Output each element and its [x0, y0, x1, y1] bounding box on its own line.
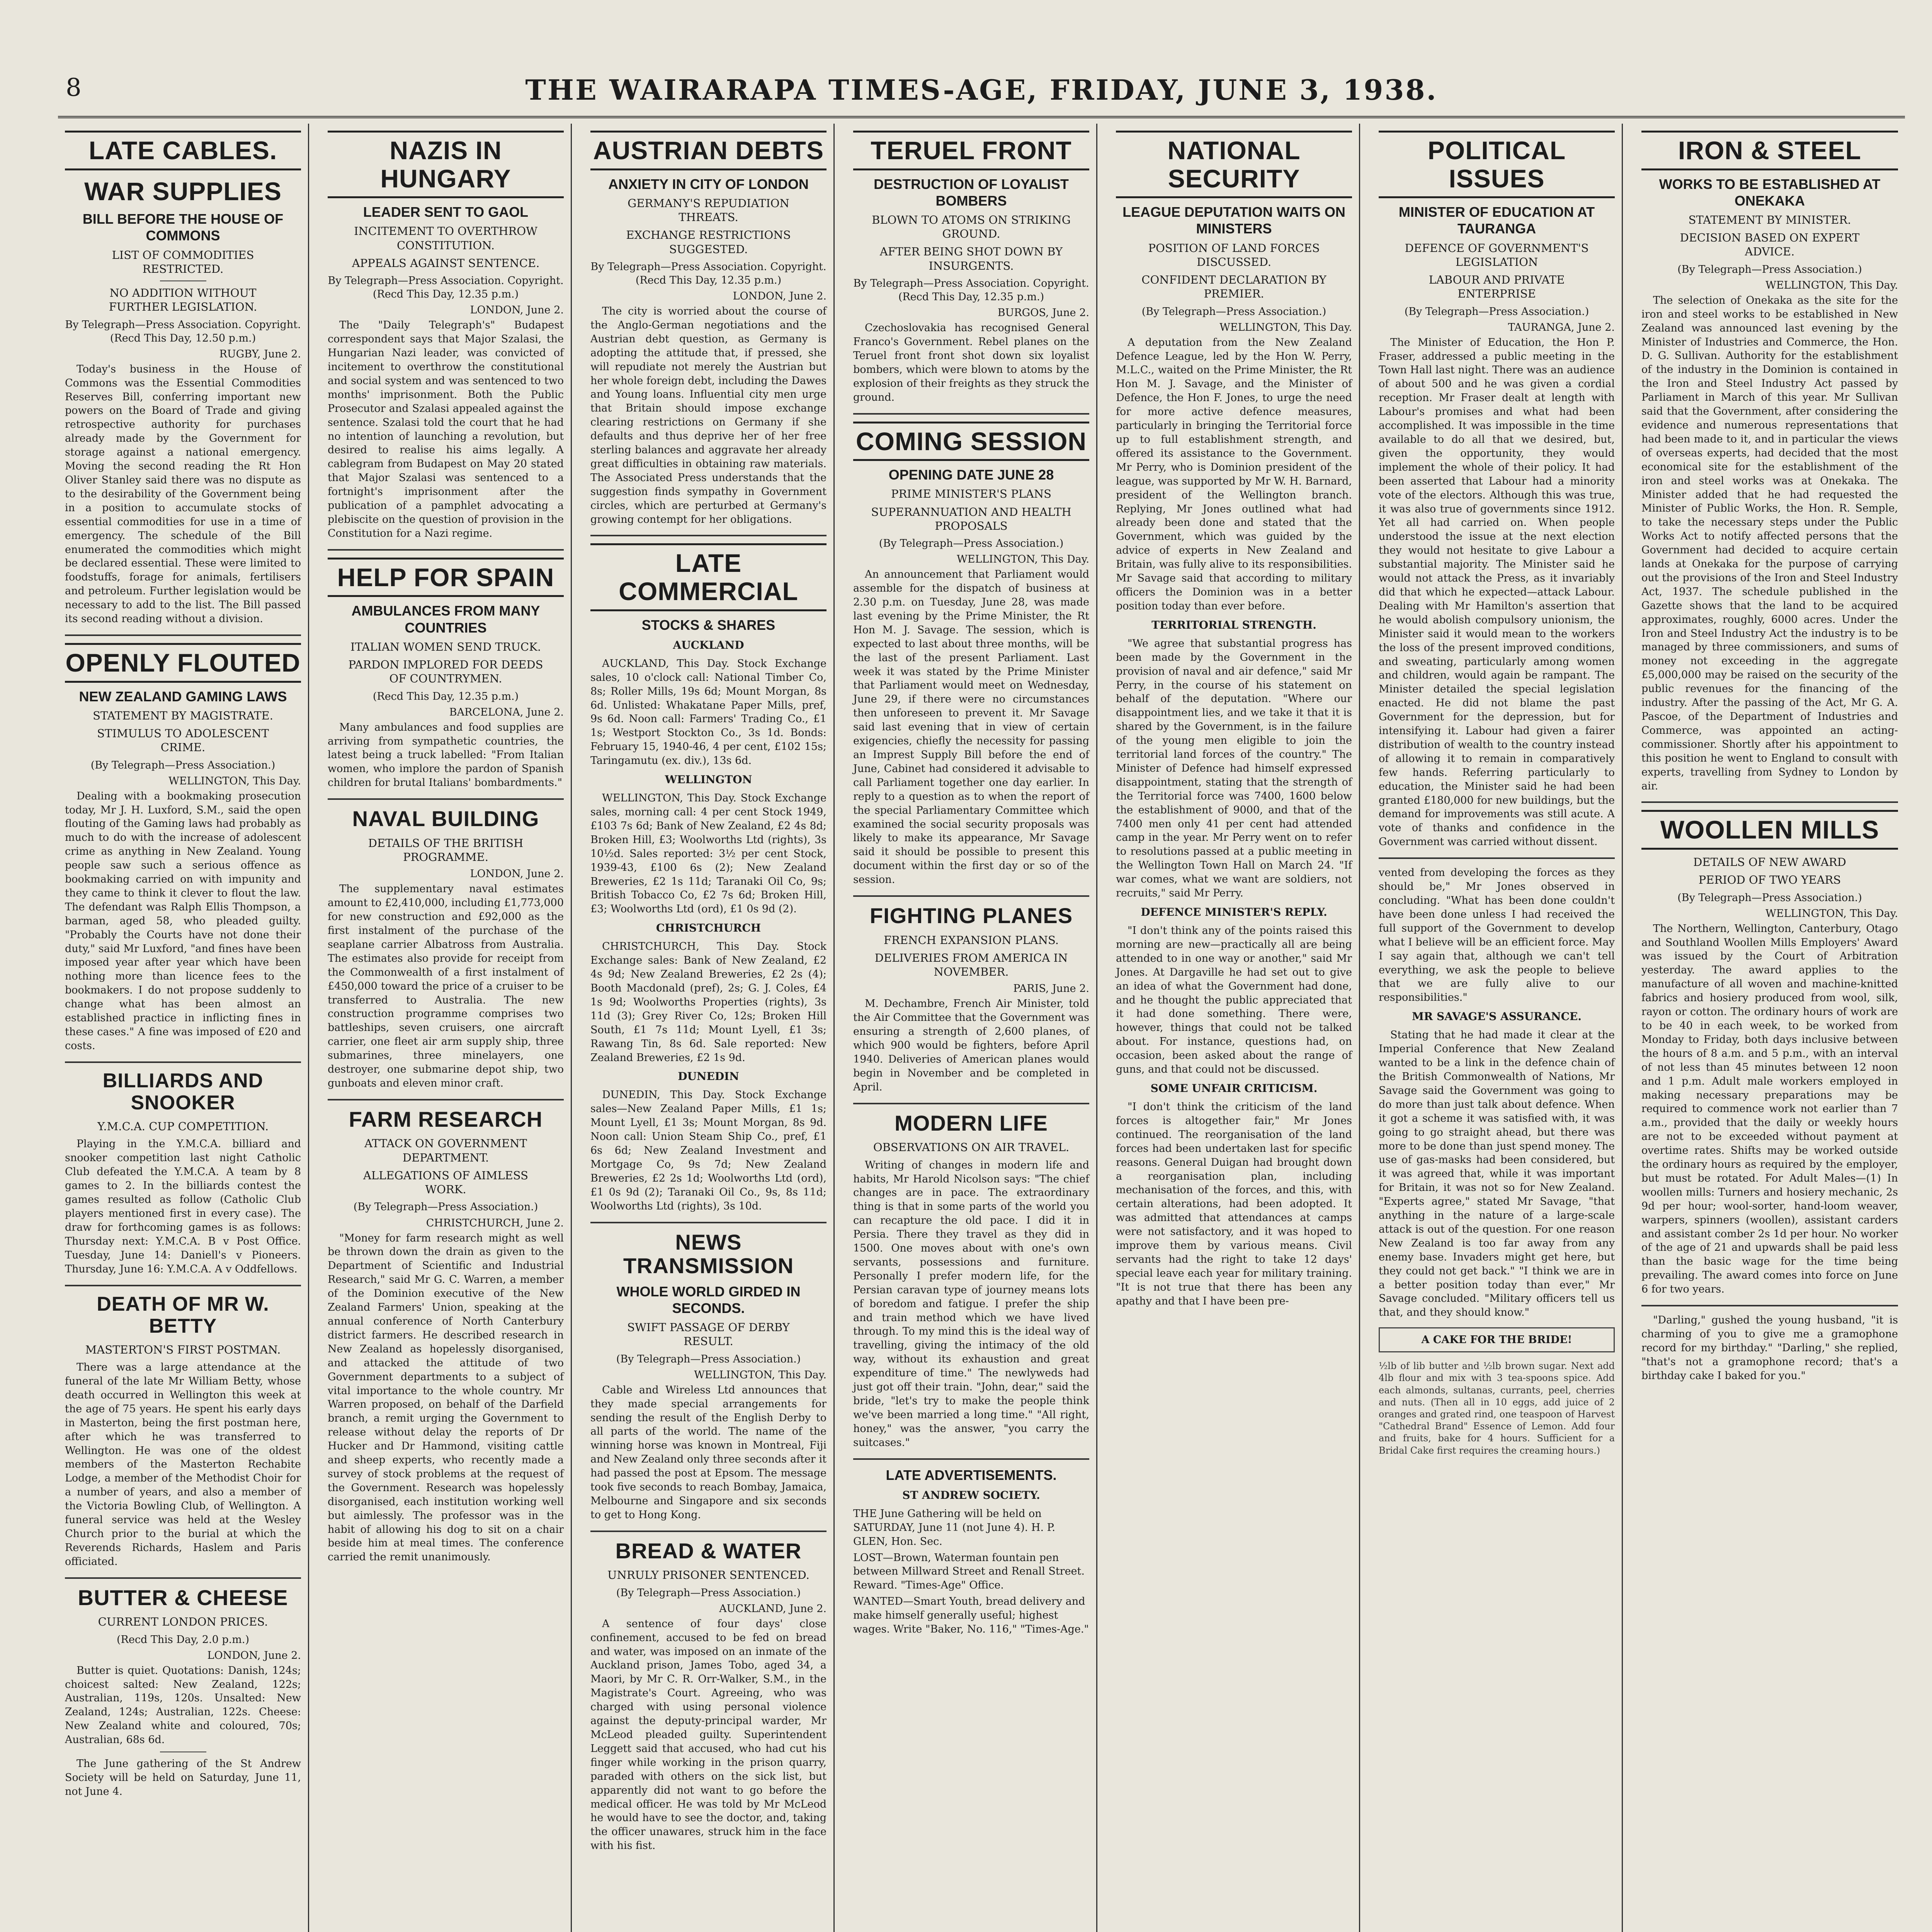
article-headline: COMING SESSION [853, 422, 1089, 461]
article-deck: POSITION OF LAND FORCES DISCUSSED. [1148, 241, 1320, 269]
article-subhead: NEW ZEALAND GAMING LAWS [79, 688, 287, 704]
section-label: TERRITORIAL STRENGTH. [1151, 618, 1316, 631]
article-deck: AFTER BEING SHOT DOWN BY INSURGENTS. [879, 245, 1063, 272]
article-body: An announcement that Parliament would assemble for the dispatch of business at 2.30 p.m. on Tuesday, June 28, was made last evening by the Prime Minister, the Rt Hon M. J. Savage. The session, which is expected to last about three months, will be the last of the present Parliament. Last week it was stated by the Prime Minister that Parliament would meet on Wednesday, June 29, if there were no circumstances then unforeseen to prevent it. Mr Savage said last evening that in view of certain exigencies, chiefly the necessity for passing an Imprest Supply Bill before the end of June, Cabinet had considered it advisable to call Parliament together one day earlier. In reply to a question as to when the report of the special Parliamentary Committee which examined the social security proposals was likely to make its appearance, Mr Savage said it should be possible to present this document within the first day or so of the session. [853, 568, 1089, 886]
article-deck: LABOUR AND PRIVATE ENTERPRISE [1429, 273, 1565, 301]
article-deck: DETAILS OF NEW AWARD [1693, 855, 1846, 869]
ad-title: ST ANDREW SOCIETY. [902, 1488, 1040, 1502]
article-headline: NATIONAL SECURITY [1116, 131, 1352, 198]
article-dateline: WELLINGTON, This Day. [1219, 321, 1352, 333]
article-credit: (By Telegraph—Press Association.) [1141, 305, 1327, 318]
article-body: "Money for farm research might as well be thrown down the drain as given to the Department of Scientific and Industrial Research," said Mr G. C. Warren, a member of the Dominion executive of the New Zealand Farmers' Union, speaking at the annual conference of North Canterbury district farmers. He described research in New Zealand as hopelessly disorganised, and attacked the attitude of two Government departments to a subject of vital importance to the whole country. Mr Warren proposed, on behalf of the Darfield branch, a remit urging the Government to release without delay the reports of Dr Hucker and Dr Hammond, visiting cattle and sheep experts, who recently made a survey of stock problems at the request of the Government. Research was hopelessly disorganised, each institution working well but aimlessly. The professor was in the habit of allowing his dog to sit on a chair beside him at meal times. The conference carried the remit unanimously. [328, 1232, 564, 1563]
article-body: The selection of Onekaka as the site for the iron and steel works to be established in New Zealand was announced last evening by the Minister of Industries and Commerce, the Hon. D. G. Sullivan. Authority for the establishment of the industry in the Dominion is contained in the Iron and Steel Industry Act passed by Parliament in March of this year. Mr Sullivan said that the Government, after considering the evidence and numerous representations that had been made to it, and in particular the views of overseas experts, had decided that the most economical site for the establishment of the iron and steel works was at Onekaka. The Minister added that he had requested the Minister of Public Works, the Hon. R. Semple, to take the necessary steps under the Public Works Act to notify affected persons that the Government had decided to acquire certain lands at Onekaka for the purpose of carrying out the provisions of the Iron and Steel Industry Act, 1937. The schedule published in the Gazette shows that the land to be acquired approximates, roughly, 6000 acres. Under the Iron and Steel Industry Act the industry is to be managed by three commissioners, and sums of money not exceeding in the aggregate £5,000,000 may be raised on the security of the public revenues for the financing of the industry. After the passing of the Act, Mr G. A. Pascoe, of the Department of Industries and Commerce, was appointed an acting-commissioner. Shortly after his appointment to this position he went to England to consult with experts, travelling from Sydney to London by air. [1641, 294, 1898, 792]
article-headline: BREAD & WATER [615, 1538, 802, 1563]
article-subhead: OPENING DATE JUNE 28 [888, 467, 1054, 483]
article-deck: ALLEGATIONS OF AIMLESS WORK. [363, 1168, 529, 1196]
article-deck: STATEMENT BY MAGISTRATE. [93, 709, 273, 722]
ads-heading: LATE ADVERTISEMENTS. [886, 1467, 1057, 1483]
article-body: "I don't think the criticism of the land forces is altogether fair," Mr Jones continued. The reorganisation of the land forces had been undertaken last for specific reasons. General Duigan had brought down a reorganisation plan, including mechanisation of the forces, and this, with certain alterations, had been adopted. It was admitted that attendances at camps were not satisfactory, and it was hoped to improve them by various means. Civil servants had the right to take 12 days' special leave each year for military training. "It is not true that there has been any apathy and that I have been pre- [1116, 1100, 1352, 1307]
column-3 [583, 124, 835, 1932]
article-deck: DETAILS OF THE BRITISH PROGRAMME. [368, 836, 524, 864]
article-body: "I don't think any of the points raised this morning are new—practically all are being attended to in one way or another," said Mr Jones. At Dargaville he had set out to give an idea of what the Government had done, and he thought the public appreciated that it had done something. There were, however, things that could not be talked about. For instance, questions had, on occasion, been asked about the range of guns, and that could not be discussed. [1116, 925, 1352, 1076]
article-body: The supplementary naval estimates amount to £2,410,000, including £1,773,000 for new construction and £92,000 as the first instalment of the purchase of the seaplane carrier Albatross from Australia. The estimates also provide for receipt from the Commonwealth of a first instalment of £450,000 toward the price of a cruiser to be transferred to Australia. The new construction programme comprises two battleships, seven cruisers, one aircraft carrier, one fleet air arm supply ship, three submarines, three minelayers, one destroyer, one submarine depot ship, two gunboats and eleven minor craft. [328, 883, 564, 1089]
article-deck: NO ADDITION WITHOUT FURTHER LEGISLATION. [109, 286, 257, 314]
article-credit: (By Telegraph—Press Association.) [616, 1353, 801, 1365]
article-credit: By Telegraph—Press Association. Copyright. (Recd This Day, 12.50 p.m.) [65, 318, 301, 344]
article-dateline: BURGOS, June 2. [997, 307, 1089, 319]
article-deck: GERMANY'S REPUDIATION THREATS. [628, 196, 789, 224]
city-label: WELLINGTON [665, 773, 752, 786]
article-deck: BLOWN TO ATOMS ON STRIKING GROUND. [872, 213, 1071, 241]
article-dateline: WELLINGTON, This Day. [694, 1369, 827, 1381]
article-subhead: LEADER SENT TO GAOL [363, 204, 529, 220]
article-dateline: LONDON, June 2. [470, 868, 564, 880]
article-headline: WOOLLEN MILLS [1641, 810, 1898, 850]
divider [590, 1531, 827, 1532]
article-dateline: LONDON, June 2. [470, 304, 564, 316]
city-label: CHRISTCHURCH [656, 922, 761, 935]
article-deck: SWIFT PASSAGE OF DERBY RESULT. [627, 1321, 790, 1348]
article-deck: LIST OF COMMODITIES RESTRICTED. [112, 248, 254, 276]
article-credit: (By Telegraph—Press Association.) [1677, 891, 1862, 904]
column-4 [846, 124, 1097, 1932]
article-deck: PARDON IMPLORED FOR DEEDS OF COUNTRYMEN. [348, 658, 543, 685]
article-headline: HELP FOR SPAIN [328, 558, 564, 597]
article-credit: (By Telegraph—Press Association.) [879, 537, 1064, 550]
newspaper-title: THE WAIRARAPA TIMES-AGE, FRIDAY, JUNE 3, 1938. [525, 73, 1438, 106]
filler-joke: "Darling," gushed the young husband, "it is charming of you to give me a gramophone record for my birthday." "Darling," she replied, "that's not a gramophone record; that's a birthday cake I baked for you." [1641, 1314, 1898, 1382]
article-body: The Northern, Wellington, Canterbury, Otago and Southland Woollen Mills Employers' Award was issued by the Court of Arbitration yesterday. The award applies to the manufacture of all woven and machine-knitted fabrics and hosiery produced from wool, silk, rayon or cotton. The ordinary hours of work are to be 40 in each week, to be worked from Monday to Friday, both days inclusive between the hours of 8 a.m. and 5 p.m., with an interval of not less than 45 minutes between 12 noon and 1 p.m. Adult male workers employed in making necessary preparations may be required to commence work not earlier than 7 a.m., provided that the daily or weekly hours are not to be exceeded without payment at overtime rates. Shifts may be worked outside the ordinary hours as required by the employer, but must be rotated. For Adult Males—(1) In woollen mills: Turners and hosiery mechanic, 2s 9d per hour; wool-sorter, hand-loom weaver, warpers, spinners (woollen), assistant carders and assistant comber 2s 1d per hour. No worker of the age of 21 and upwards shall be paid less than the basic wage for the time being prevailing. The award comes into force on June 6 for two years. [1641, 922, 1898, 1296]
city-label: DUNEDIN [678, 1070, 739, 1083]
article-credit: (Recd This Day, 2.0 p.m.) [117, 1633, 249, 1646]
article-headline: NAVAL BUILDING [352, 806, 539, 831]
divider [853, 1103, 1089, 1104]
column-5 [1109, 124, 1360, 1932]
divider [1641, 801, 1898, 803]
article-deck: OBSERVATIONS ON AIR TRAVEL. [873, 1141, 1070, 1154]
article-subhead: ANXIETY IN CITY OF LONDON [608, 176, 809, 192]
article-deck: PRIME MINISTER'S PLANS [891, 487, 1052, 501]
column-1 [58, 124, 309, 1932]
article-headline: POLITICAL ISSUES [1379, 131, 1615, 198]
article-deck: DELIVERIES FROM AMERICA IN NOVEMBER. [874, 951, 1068, 979]
article-body: Cable and Wireless Ltd announces that they made special arrangements for sending the result of the English Derby to all parts of the world. The name of the winning horse was known in Montreal, Fiji and New Zealand only three seconds after it had passed the post at Epsom. The message took five seconds to reach Bombay, Jamaica, Melbourne and Singapore and six seconds to get to Hong Kong. [590, 1384, 827, 1521]
article-credit: By Telegraph—Press Association. Copyright. (Recd This Day, 12.35 p.m.) [590, 260, 827, 286]
article-deck: DEFENCE OF GOVERNMENT'S LEGISLATION [1405, 241, 1589, 269]
market-report: AUCKLAND, This Day. Stock Exchange sales, 10 o'clock call: National Timber Co, 8s; Roller Mills, 19s 6d; Mount Morgan, 8s 6d. Unlisted: Whakatane Paper Mills, pref, 9s 6d. Noon call: Farmers' Trading Co., £1 1s; Westport Stockton Co., 3s 1d. Bonds: February 15, 1940-46, 4 per cent, £102 15s; Taringamutu (ex. div.), 13s 6d. [590, 657, 827, 767]
market-report: CHRISTCHURCH, This Day. Stock Exchange sales: Bank of New Zealand, £2 4s 9d; New Zealand Breweries, £2 2s (4); Booth Macdonald (pref), 2s; G. J. Coles, £4 1s 9d; Woolworths Properties (rights), 3s 11d (3); Grey River Co, 12s; Broken Hill South, £1 7s 11d; Mount Lyell, £1 3s; Rawang Tin, 8s 6d. Sale reported: New Zealand Breweries, £2 1s 9d. [590, 940, 827, 1064]
article-headline: DEATH OF MR W. BETTY [97, 1293, 269, 1337]
article-dateline: CHRISTCHURCH, June 2. [426, 1217, 564, 1229]
article-dateline: TAURANGA, June 2. [1508, 321, 1615, 333]
article-continuation: vented from developing the forces as they should be," Mr Jones observed in concluding. "What has been done couldn't have been done unless I had received the full support of the Government to develop what I believe will be an efficient force. May I say again that, although we can't tell everything, we ask the people to believe that we are fully alive to our responsibilities." [1379, 867, 1615, 1004]
market-report: DUNEDIN, This Day. Stock Exchange sales—New Zealand Paper Mills, £1 1s; Mount Lyell, £1 3s; Mount Morgan, 8s 9d. Noon call: Union Steam Ship Co., pref, £1 6s 6d; New Zealand Investment and Mortgage Co, 9s 7d; New Zealand Breweries, £2 2s 1d; Woolworths Ltd (ord), £1 0s 9d (2); Taranaki Oil Co., 9s, 8s 11d; Woolworths Ltd (rights), 3s 10d. [590, 1089, 827, 1212]
article-dateline: AUCKLAND, June 2. [719, 1602, 827, 1615]
article-body: The "Daily Telegraph's" Budapest correspondent says that Major Szalasi, the Hungarian Nazi leader, was convicted of incitement to overthrow the constitutional and social system and was sentenced to two months' imprisonment. Both the Public Prosecutor and Szalasi appealed against the sentence. Szalasi told the court that he had no intention of launching a revolution, but desired to realise his aims legally. A cablegram from Budapest on May 20 stated that Major Szalasi was sentenced to a fortnight's imprisonment after the publication of a pamphlet advocating a plebiscite on the question of provision in the Constitution for a Nazi regime. [328, 319, 564, 539]
recipe-box-title: A CAKE FOR THE BRIDE! [1379, 1327, 1615, 1352]
article-deck: DECISION BASED ON EXPERT ADVICE. [1680, 231, 1860, 259]
divider [328, 798, 564, 800]
article-deck: UNRULY PRISONER SENTENCED. [607, 1568, 810, 1582]
article-body: Many ambulances and food supplies are arriving from sympathetic countries, the latest being a truck labelled: "From Italian women, who implore the pardon of Spanish children for brutal Italians' bombardments." [328, 721, 564, 789]
article-subhead: WORKS TO BE ESTABLISHED AT ONEKAKA [1659, 176, 1881, 209]
article-headline: NAZIS IN HUNGARY [328, 131, 564, 198]
divider [853, 1458, 1089, 1460]
article-dateline: LONDON, June 2. [207, 1649, 301, 1662]
article-headline: OPENLY FLOUTED [65, 643, 301, 683]
divider [328, 549, 564, 551]
article-deck: CURRENT LONDON PRICES. [98, 1615, 268, 1629]
section-label: DEFENCE MINISTER'S REPLY. [1141, 906, 1327, 918]
column-2 [321, 124, 572, 1932]
article-deck: Y.M.C.A. CUP COMPETITION. [97, 1120, 269, 1133]
city-label: AUCKLAND [673, 638, 744, 651]
article-dateline: WELLINGTON, This Day. [1765, 907, 1898, 920]
article-body: M. Dechambre, French Air Minister, told the Air Committee that the Government was ensuring a strength of 2,600 planes, of which 900 would be fighters, before April 1940. Deliveries of American planes would begin in November and be completed in April. [853, 998, 1089, 1093]
notice-text: The June gathering of the St Andrew Society will be held on Saturday, June 11, not June 4. [65, 1758, 301, 1798]
section-label: MR SAVAGE'S ASSURANCE. [1412, 1010, 1582, 1023]
article-subhead: STOCKS & SHARES [641, 617, 776, 633]
article-body: Playing in the Y.M.C.A. billiard and snooker competition last night Catholic Club defeated the Y.M.C.A. A team by 8 games to 2. In the billiards contest the games resulted as follow (Catholic Club players mentioned first in every case). The draw for forthcoming games is as follows: Thursday next: Y.M.C.A. B v Post Office. Tuesday, June 14: Daniell's v Pioneers. Thursday, June 16: Y.M.C.A. A v Oddfellows. [65, 1138, 301, 1275]
divider [590, 535, 827, 536]
article-headline: MODERN LIFE [895, 1111, 1048, 1135]
divider [853, 413, 1089, 415]
article-deck: SUPERANNUATION AND HEALTH PROPOSALS [871, 505, 1071, 532]
article-credit: (By Telegraph—Press Association.) [1404, 305, 1589, 318]
article-subhead: MINISTER OF EDUCATION AT TAURANGA [1398, 204, 1595, 237]
article-headline: BUTTER & CHEESE [78, 1585, 288, 1610]
article-dateline: WELLINGTON, This Day. [957, 553, 1089, 566]
page-number: 8 [66, 73, 82, 102]
article-headline: AUSTRIAN DEBTS [590, 131, 827, 170]
ad-lost: LOST—Brown, Waterman fountain pen between Millward Street and Renall Street. Reward. "Times-Age" Office. [853, 1551, 1085, 1592]
article-deck: MASTERTON'S FIRST POSTMAN. [85, 1343, 281, 1356]
article-body: The Minister of Education, the Hon P. Fraser, addressed a public meeting in the Town Hall last night. There was an audience of about 500 and he was given a cordial reception. Mr Fraser dealt at length with Labour's promises and what had been accomplished. It was impossible in the time available to do all that we desired, but, given the opportunity, they would implement the whole of their policy. It had been asserted that Labour had a minority vote of the electors. Although this was true, it was also true of governments since 1912. Yet all had carried on. When people understood the issue at the next election they would not hesitate to give Labour a substantial majority. The Minister said he would not attack the Press, as it invariably did that which he expected—attack Labour. Dealing with Mr Hamilton's assertion that he would abolish compulsory unionism, the Minister said it would mean to the workers the loss of the present improved conditions, and sweating, particularly among women and children, would again be rampant. The Minister detailed the special legislation enacted. He did not blame the past Government for the depression, but for intensifying it. Labour had given a fairer distribution of wealth to the country instead of allowing it to remain in comparatively few hands. Referring particularly to education, the Minister said he had been granted £180,000 for new buildings, but the demand for improvements was still acute. A vote of thanks and confidence in the Government was carried without dissent. [1379, 336, 1615, 848]
article-credit: (By Telegraph—Press Association.) [616, 1587, 801, 1599]
column-7 [1634, 124, 1905, 1932]
article-body: Writing of changes in modern life and habits, Mr Harold Nicolson says: "The chief changes are in pace. The extraordinary thing is that in some parts of the world you can recapture the old pace. I did it in Persia. There they travel as they did in 1500. One moves about with one's own servants, possessions and furniture. Personally I prefer modern life, for the Persian caravan type of journey means lots of boredom and fatigue. I prefer the ship and train method which we have lived through. To my mind this is the ideal way of travelling, giving the intimacy of the old way, without its exhaustion and great expenditure of time." The newlyweds had just got off their train. "John, dear," said the bride, "let's try to make the people think we've been married a long time." "All right, honey," was the answer, "you carry the suitcases." [853, 1159, 1089, 1449]
article-body: Today's business in the House of Commons was the Essential Commodities Reserves Bill, conferring important new powers on the Board of Trade and giving retrospective authority for purchases already made by the Government for storage against a national emergency. Moving the second reading the Rt Hon Oliver Stanley said there was no dispute as to the desirability of the Government being in a position to accumulate stocks of essential commodities for use in a time of emergency. The schedule of the Bill enumerated the commodities which might be declared essential. These were limited to foodstuffs, forage for animals, fertilisers and petroleum. Further legislation would be necessary to add to the list. The Bill passed its second reading without a division. [65, 363, 301, 625]
article-deck: PERIOD OF TWO YEARS [1698, 873, 1841, 887]
article-body: There was a large attendance at the funeral of the late Mr William Betty, whose death occurred in Wellington this week at the age of 75 years. He spent his early days in Masterton, being the first postman here, after which he was transferred to Wellington. He was one of the oldest members of the Masterton Rechabite Lodge, a member of the Methodist Choir for a number of years, and also a member of the Victoria Bowling Club, of Wellington. A funeral service was held at the Wesley Church prior to the burial at which the Reverends Richards, Haslem and Paris officiated. [65, 1361, 301, 1568]
divider [1379, 857, 1615, 859]
market-report: WELLINGTON, This Day. Stock Exchange sales, morning call: 4 per cent Stock 1949, £103 7s 6d; Bank of New Zealand, £2 4s 8d; Broken Hill, £3; Woolworths Ltd (rights), 3s 10½d. Sales reported: 3½ per cent Stock, 1939-43, £100 6s (2); New Zealand Breweries, £2 1s 11d; Taranaki Oil Co, 9s; British Tobacco Co, £2 7s 6d; Broken Hill, £3; Woolworths Ltd (ord), £1 0s 9d (2). [590, 792, 827, 915]
article-body: The city is worried about the course of the Anglo-German negotiations and the Austrian debt question, as Germany is adopting the attitude that, if pressed, she will repudiate not merely the Austrian but her whole foreign debt, including the Dawes and Young loans. Influential city men urge that Britain should impose exchange clearing restrictions on Germany if she defaults and thus deprive her of her free sterling balances and aggravate her already great difficulties in obtaining raw materials. The Associated Press understands that the suggestion finds sympathy in Government circles, which are perturbed at Germany's growing contempt for her obligations. [590, 305, 827, 526]
article-body: Butter is quiet. Quotations: Danish, 124s; choicest salted: New Zealand, 122s; Australian, 119s, 120s. Unsalted: New Zealand, 124s; Australian, 122s. Cheese: New Zealand white and coloured, 70s; Australian, 68s 6d. [65, 1664, 301, 1746]
article-headline: FIGHTING PLANES [869, 903, 1073, 928]
article-body: Stating that he had made it clear at the Imperial Conference that New Zealand wanted to be a link in the defence chain of the British Commonwealth of Nations, Mr Savage said the Government was going to do more than just talk about defence. When it got a scheme it was satisfied with, it was going to go straight ahead, but there was more to be done than just spend money. The use of gas-masks had been considered, but it was agreed that, while it was important for Britain, it was not so for New Zealand. "Experts agree," stated Mr Savage, "that anything in the nature of a large-scale attack is out of the question. For one reason New Zealand is too far away from any enemy base. Invaders might get here, but they could not get back." "I think we are in a better position today than ever," Mr Savage concluded. "Military officers tell us that, and they should know." [1379, 1029, 1615, 1319]
article-subhead: WHOLE WORLD GIRDED IN SECONDS. [616, 1283, 801, 1316]
article-dateline: WELLINGTON, This Day. [1765, 279, 1898, 291]
article-deck: APPEALS AGAINST SENTENCE. [352, 256, 540, 270]
article-credit: (By Telegraph—Press Association.) [353, 1201, 538, 1213]
article-credit: (By Telegraph—Press Association.) [90, 759, 276, 771]
ad-wanted: WANTED—Smart Youth, bread delivery and make himself generally useful; highest wages. Write "Baker, No. 116," "Times-Age." [853, 1595, 1089, 1636]
article-deck: CONFIDENT DECLARATION BY PREMIER. [1141, 273, 1327, 301]
article-headline: NEWS TRANSMISSION [623, 1230, 794, 1278]
article-headline: LATE COMMERCIAL [590, 543, 827, 611]
section-heading: LATE CABLES. [65, 131, 301, 170]
divider [590, 1222, 827, 1223]
article-credit: By Telegraph—Press Association. Copyright. (Recd This Day, 12.35 p.m.) [328, 275, 564, 301]
article-credit: (By Telegraph—Press Association.) [1677, 263, 1862, 276]
divider [853, 895, 1089, 897]
article-deck: ATTACK ON GOVERNMENT DEPARTMENT. [364, 1137, 527, 1164]
article-credit: By Telegraph—Press Association. Copyright. (Recd This Day, 12.35 p.m.) [853, 277, 1089, 303]
article-dateline: WELLINGTON, This Day. [168, 775, 301, 787]
article-subhead: LEAGUE DEPUTATION WAITS ON MINISTERS [1122, 204, 1345, 237]
article-body: "We agree that substantial progress has been made by the Government in the provision of naval and air defence," said Mr Perry, in the course of his statement on behalf of the deputation. "Where our disappointment lies, and we take it that it is shared by the Government, is in the failure of the young men eligible to join the territorial land forces of the country." The Minister of Defence had himself expressed disappointment, stating that the strength of the Territorial force was 7400, 1600 below the establishment of 9000, and that of the 7400 men only 41 per cent had attended camp in the year. Mr Perry went on to refer to resolutions passed at a public meeting in the Wellington Town Hall on March 24. "If war comes, what we want are soldiers, not recruits," said Mr Perry. [1116, 637, 1352, 900]
article-deck: ITALIAN WOMEN SEND TRUCK. [350, 640, 541, 653]
column-6 [1372, 124, 1623, 1932]
article-headline: IRON & STEEL [1641, 131, 1898, 170]
article-subhead: AMBULANCES FROM MANY COUNTRIES [351, 603, 540, 636]
article-body: A sentence of four days' close confinement, accused to be fed on bread and water, was imposed on an inmate of the Auckland prison, James Tobo, aged 34, a Maori, by Mr C. R. Orr-Walker, S.M., in the Magistrate's Court. Agreeing, who was charged with using personal violence against the deputy-principal warder, Mr McLeod pleaded guilty. Superintendent Leggett said that accused, who had cut his finger while working in the prison quarry, paraded with others on the sick list, but apparently did not want to go before the medical officer. He was told by Mr McLeod he would have to see the doctor, and, taking the officer unawares, struck him in the face with his fist. [590, 1617, 827, 1852]
recipe-text: ½lb of lib butter and ½lb brown sugar. Next add 4lb flour and mix with 3 tea-spoons spice. Add each almonds, sultanas, currants, peel, cherries and nuts. (Then all in 10 eggs, add juice of 2 oranges and grated rind, one teaspoon of Harvest "Cathedral Brand" Essence of Lemon. Add four and fruits, bake for 4 hours. Sufficient for a Bridal Cake first requires the creaming hours.) [1379, 1361, 1615, 1456]
article-subhead: DESTRUCTION OF LOYALIST BOMBERS [874, 176, 1069, 209]
divider [328, 1099, 564, 1100]
article-headline: BILLIARDS AND SNOOKER [102, 1069, 264, 1114]
section-label: SOME UNFAIR CRITICISM. [1150, 1082, 1318, 1095]
article-body: A deputation from the New Zealand Defence League, led by the Hon W. Perry, M.L.C., waited on the Prime Minister, the Rt Hon M. J. Savage, and the Minister of Defence, the Hon F. Jones, to urge the need for more active defence measures, particularly in bringing the Territorial force up to full establishment strength, and offered its assistance to the Government. Mr Perry, who is Dominion president of the league, was supported by Mr W. H. Barnard, president of the Wellington branch. Replying, Mr Jones outlined what had already been done and stated that the Government, which was guided by the advice of experts in New Zealand and Britain, was fully alive to its responsibilities. Mr Savage said that according to military officers the Dominion was in a better position today than ever before. [1116, 336, 1352, 612]
article-deck: STATEMENT BY MINISTER. [1688, 213, 1851, 226]
divider [65, 1061, 301, 1063]
masthead [58, 58, 1905, 118]
ad-notice: THE June Gathering will be held on SATURDAY, June 11 (not June 4). H. P. GLEN, Hon. Sec. [853, 1507, 1055, 1548]
article-subhead: BILL BEFORE THE HOUSE OF COMMONS [82, 211, 284, 244]
divider [65, 634, 301, 636]
article-deck: FRENCH EXPANSION PLANS. [883, 933, 1059, 947]
article-headline: TERUEL FRONT [853, 131, 1089, 170]
article-dateline: BARCELONA, June 2. [449, 706, 564, 718]
article-deck: INCITEMENT TO OVERTHROW CONSTITUTION. [354, 224, 537, 252]
article-deck: STIMULUS TO ADOLESCENT CRIME. [97, 727, 269, 754]
columns [58, 124, 1905, 1932]
article-body: Czechoslovakia has recognised General Franco's Government. Rebel planes on the Teruel front front shot down six loyalist bombers, which were blown to atoms by the explosion of their freights as they struck the ground. [853, 322, 1089, 403]
article-deck: EXCHANGE RESTRICTIONS SUGGESTED. [626, 228, 791, 256]
article-credit: (Recd This Day, 12.35 p.m.) [372, 690, 519, 702]
article-headline: FARM RESEARCH [349, 1107, 543, 1131]
divider [65, 1285, 301, 1286]
article-dateline: RUGBY, June 2. [219, 348, 301, 360]
divider [1641, 1305, 1898, 1306]
article-dateline: PARIS, June 2. [1013, 983, 1089, 995]
article-headline: WAR SUPPLIES [84, 177, 282, 206]
article-body: Dealing with a bookmaking prosecution today, Mr J. H. Luxford, S.M., said the open flouting of the Gaming laws had probably as much to do with the increase of adolescent crime as anything in New Zealand. Young people saw such a serious offence as bookmaking carried on with impunity and they came to think it clever to flout the law. The defendant was Ralph Ellis Thompson, a barman, aged 58, who pleaded guilty. "Probably the Courts have not done their duty," said Mr Luxford, "and fines have been imposed year after year which have been nothing more than licence fees to the bookmakers. I do not propose suddenly to change what has been almost an established practice in inflicting fines in these cases." A fine was imposed of £20 and costs. [65, 790, 301, 1052]
divider [65, 1577, 301, 1579]
article-dateline: LONDON, June 2. [733, 290, 827, 302]
